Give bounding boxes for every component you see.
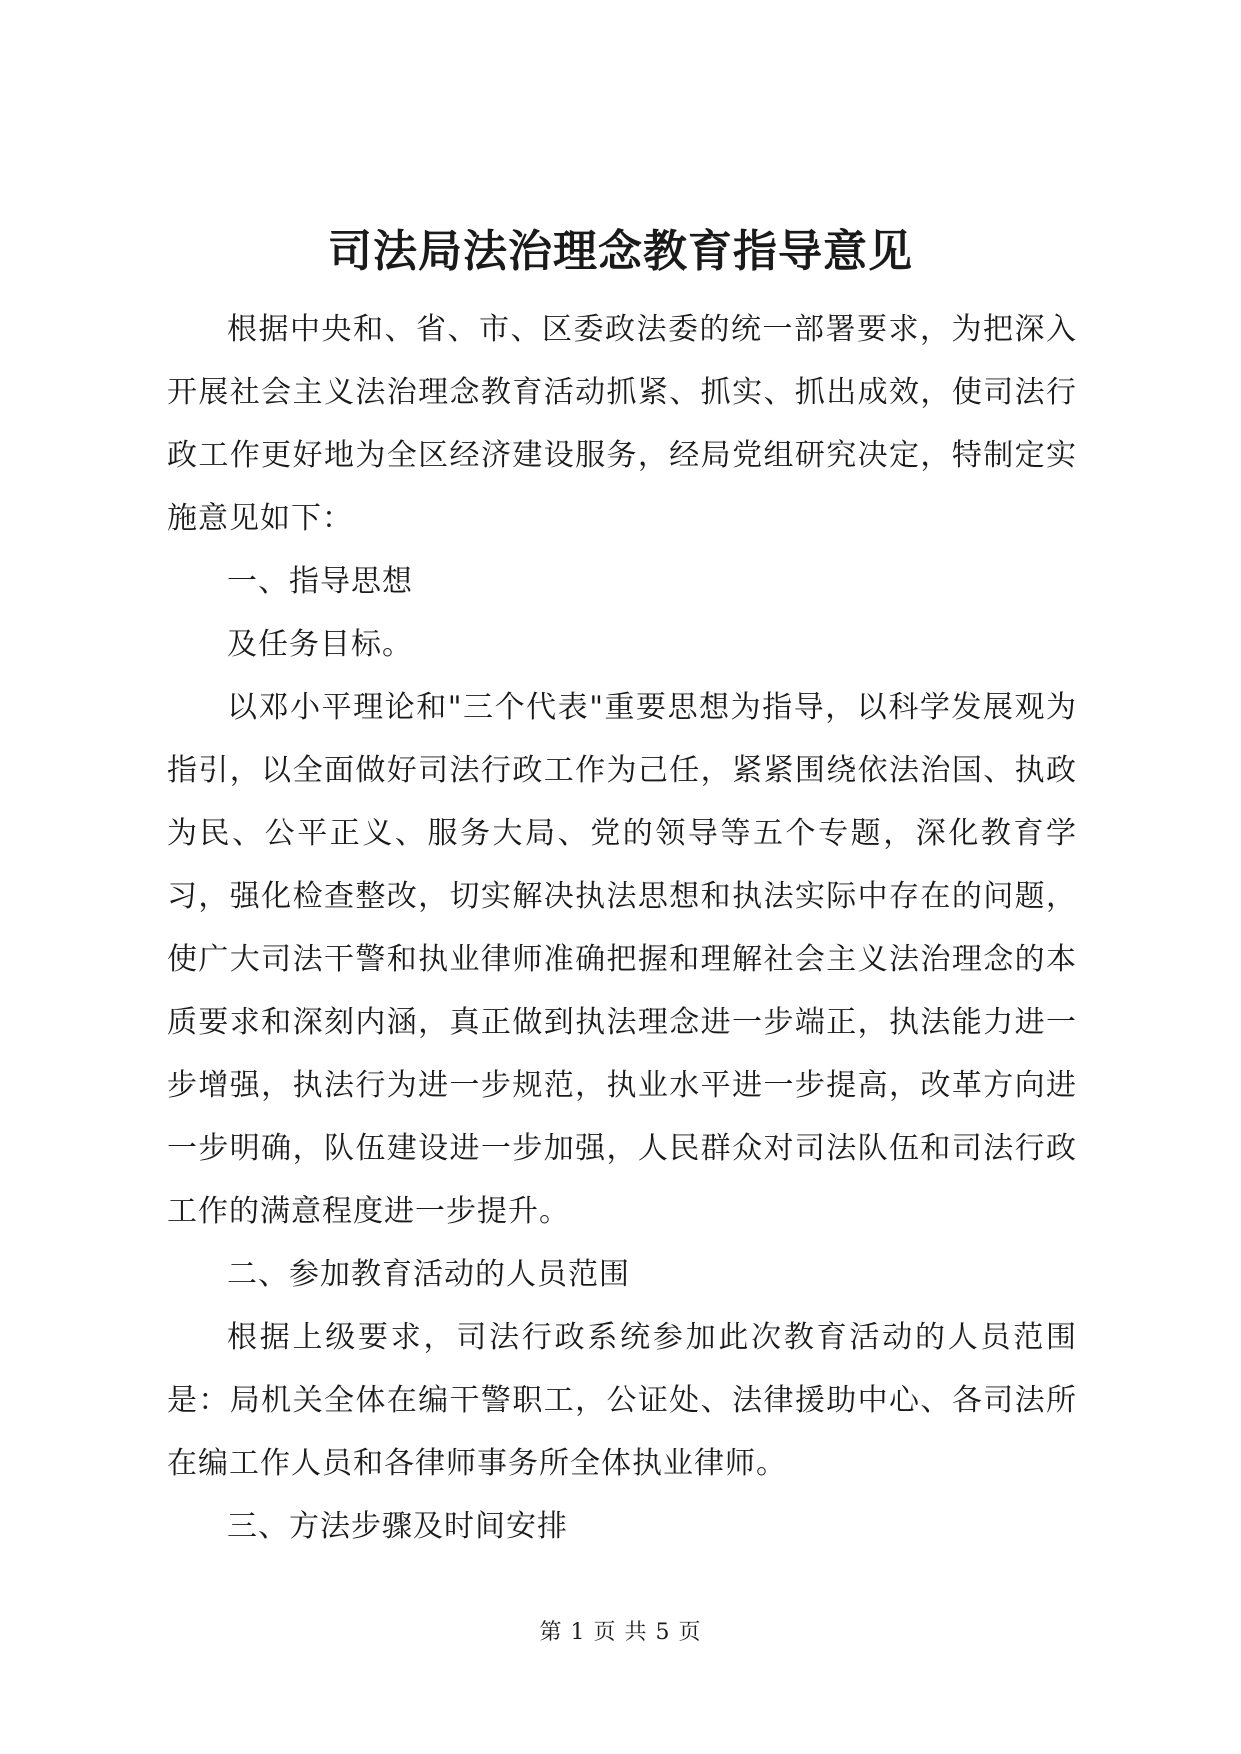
heading-participants: 二、参加教育活动的人员范围: [227, 1257, 630, 1292]
page-title: 司法局法治理念教育指导意见: [328, 226, 913, 277]
paragraph-intro: 根据中央和、省、市、区委政法委的统一部署要求，为把深入开展社会主义法治理念教育活动抓紧、抓实、抓出成效，使司法行政工作更好地为全区经济建设服务，经局党组研究决定，特制定实施意见如下：: [167, 312, 1077, 536]
paragraph-guiding-ideology: 以邓小平理论和"三个代表"重要思想为指导，以科学发展观为指引，以全面做好司法行政工作为己任，紧紧围绕依法治国、执政为民、公平正义、服务大局、党的领导等五个专题，深化教育学习，强化检查整改，切实解决执法思想和执法实际中存在的问题，使广大司法干警和执业律师准确把握和理解社会主义法治理念的本质要求和深刻内涵，真正做到执法理念进一步端正，执法能力进一步增强，执法行为进一步规范，执业水平进一步提高，改革方向进一步明确，队伍建设进一步加强，人民群众对司法队伍和司法行政工作的满意程度进一步提升。: [167, 690, 1077, 1229]
page-number-footer: 第 1 页 共 5 页: [539, 1620, 702, 1645]
document-body: [167, 298, 1077, 1558]
heading-methods-schedule: 三、方法步骤及时间安排: [227, 1509, 568, 1544]
heading-task-goals: 及任务目标。: [227, 627, 413, 662]
paragraph-participants: 根据上级要求，司法行政系统参加此次教育活动的人员范围是：局机关全体在编干警职工，公证处、法律援助中心、各司法所在编工作人员和各律师事务所全体执业律师。: [167, 1320, 1077, 1481]
heading-guiding-ideology: 一、指导思想: [227, 564, 413, 599]
